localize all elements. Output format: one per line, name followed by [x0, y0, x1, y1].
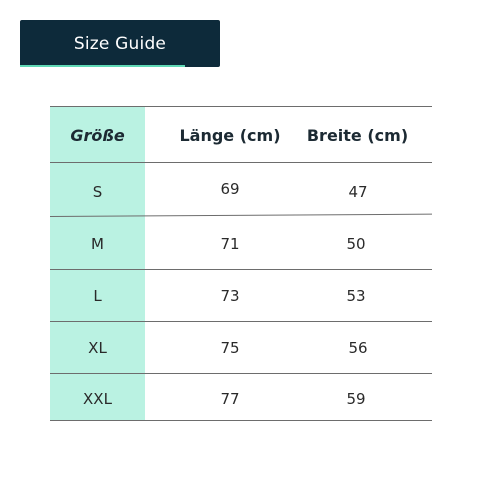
table-top-rule — [50, 106, 432, 107]
size-cell: XL — [88, 339, 107, 357]
size-cell: L — [93, 287, 102, 305]
tab-accent-underline — [20, 65, 185, 67]
size-cell: XXL — [83, 390, 112, 408]
column-header-width: Breite (cm) — [306, 126, 409, 145]
column-header-length: Länge (cm) — [179, 126, 281, 145]
width-cell: 50 — [346, 235, 366, 253]
column-header-size: Größe — [70, 126, 125, 145]
size-cell: M — [91, 235, 104, 253]
length-cell: 77 — [220, 390, 240, 408]
table-bottom-rule — [50, 420, 432, 421]
size-guide-title: Size Guide — [73, 34, 167, 54]
length-cell: 69 — [220, 180, 240, 198]
size-table — [50, 106, 432, 422]
row-divider — [50, 269, 432, 270]
length-cell: 75 — [220, 339, 240, 357]
width-cell: 56 — [348, 339, 368, 357]
width-cell: 53 — [346, 287, 366, 305]
width-cell: 47 — [348, 183, 368, 201]
length-cell: 73 — [220, 287, 240, 305]
row-divider — [50, 321, 432, 322]
size-cell: S — [92, 183, 103, 201]
row-divider — [50, 373, 432, 374]
header-bottom-rule — [50, 162, 432, 163]
width-cell: 59 — [346, 390, 366, 408]
size-guide-tab[interactable] — [20, 20, 220, 67]
length-cell: 71 — [220, 235, 240, 253]
